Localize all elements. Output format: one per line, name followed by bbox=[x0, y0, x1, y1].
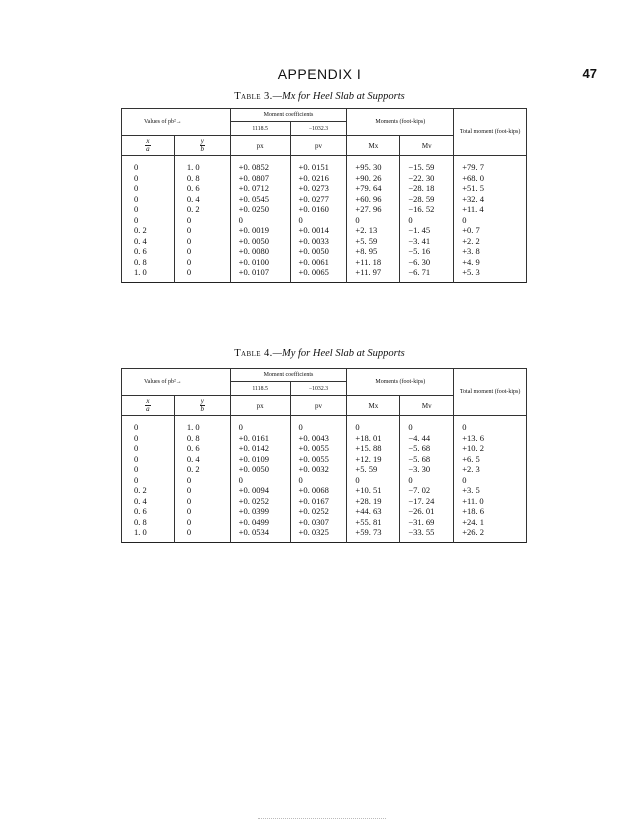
table-4-col-label: px bbox=[230, 396, 290, 416]
table-row: 0 0. 4 +0. 0109 +0. 0055 +12. 19 −5. 68 +6. 5 bbox=[122, 454, 527, 465]
table-row: 0 0. 8 +0. 0161 +0. 0043 +18. 01 −4. 44 +13. 6 bbox=[122, 433, 527, 444]
table-row: 0. 8 0 +0. 0499 +0. 0307 +55. 81 −31. 69 +24. 1 bbox=[122, 517, 527, 528]
table-row: 0 0. 2 +0. 0250 +0. 0160 +27. 96 −16. 52 +11. 4 bbox=[122, 204, 527, 215]
table-row: 0. 4 0 +0. 0252 +0. 0167 +28. 19 −17. 24 +11. 0 bbox=[122, 496, 527, 507]
table-3-moment-coefficients-header: Moment coefficients bbox=[230, 109, 347, 122]
table-4-y-over-b-header bbox=[174, 396, 230, 416]
table-row: 0. 2 0 +0. 0094 +0. 0068 +10. 51 −7. 02 +3. 5 bbox=[122, 485, 527, 496]
footer-divider bbox=[258, 818, 386, 819]
table-3 bbox=[121, 108, 527, 283]
table-row: 0. 6 0 +0. 0399 +0. 0252 +44. 63 −26. 01 +18. 6 bbox=[122, 506, 527, 517]
table-row: 0 0 0 0 0 0 0 bbox=[122, 475, 527, 486]
table-4-values-label: Values of pb²→ bbox=[122, 369, 231, 396]
table-row: 1. 0 0 +0. 0534 +0. 0325 +59. 73 −33. 55 +26. 2 bbox=[122, 527, 527, 538]
table-row: 0 0. 8 +0. 0807 +0. 0216 +90. 26 −22. 30 +68. 0 bbox=[122, 173, 527, 184]
appendix-title: APPENDIX I bbox=[277, 66, 362, 82]
table-4-x-over-a-header bbox=[122, 396, 175, 416]
table-3-total-moment-header: Total moment (foot-kips) bbox=[454, 109, 527, 156]
x-over-a-fraction: $\frac{x}{a}$ bbox=[146, 397, 150, 413]
table-3-coef-value: 1118.5 bbox=[230, 122, 290, 136]
table-4-caption-label: Table 4. bbox=[234, 348, 273, 359]
table-row: 1. 0 0 +0. 0107 +0. 0065 +11. 97 −6. 71 +5. 3 bbox=[122, 267, 527, 278]
table-3-x-over-a-header bbox=[122, 136, 175, 156]
x-over-a-fraction: $\frac{x}{a}$ bbox=[146, 137, 150, 153]
table-row: 0 0. 4 +0. 0545 +0. 0277 +60. 96 −28. 59 +32. 4 bbox=[122, 194, 527, 205]
table-4-coef-value: −1032.3 bbox=[290, 382, 347, 396]
table-4-col-label: pv bbox=[290, 396, 347, 416]
table-3-values-label: Values of pb²→ bbox=[122, 109, 231, 136]
table-3-caption bbox=[0, 91, 639, 102]
table-4-moments-header: Moments (foot-kips) bbox=[347, 369, 454, 396]
page-number: 47 bbox=[582, 66, 597, 81]
table-4-caption-text: —My for Heel Slab at Supports bbox=[272, 348, 405, 359]
table-row: 0. 8 0 +0. 0100 +0. 0061 +11. 18 −6. 30 +4. 9 bbox=[122, 257, 527, 268]
table-3-moments-header: Moments (foot-kips) bbox=[347, 109, 454, 136]
page-header bbox=[0, 66, 639, 86]
table-3-col-label: pv bbox=[290, 136, 347, 156]
table-row: 0 0. 6 +0. 0712 +0. 0273 +79. 64 −28. 18 +51. 5 bbox=[122, 183, 527, 194]
table-4-caption bbox=[0, 348, 639, 359]
y-over-b-fraction: $\frac{y}{b}$ bbox=[200, 137, 204, 153]
table-3-col-label: Mv bbox=[400, 136, 454, 156]
table-4-col-label: Mx bbox=[347, 396, 400, 416]
table-row: 0. 6 0 +0. 0080 +0. 0050 +8. 95 −5. 16 +3. 8 bbox=[122, 246, 527, 257]
table-3-caption-text: —Mx for Heel Slab at Supports bbox=[272, 91, 405, 102]
table-row: 0 1. 0 +0. 0852 +0. 0151 +95. 30 −15. 59 +79. 7 bbox=[122, 162, 527, 173]
table-row: 0 1. 0 0 0 0 0 0 bbox=[122, 422, 527, 433]
table-3-y-over-b-header bbox=[174, 136, 230, 156]
table-row: 0. 2 0 +0. 0019 +0. 0014 +2. 13 −1. 45 +0. 7 bbox=[122, 225, 527, 236]
table-row: 0 0. 2 +0. 0050 +0. 0032 +5. 59 −3. 30 +2. 3 bbox=[122, 464, 527, 475]
table-row: 0. 4 0 +0. 0050 +0. 0033 +5. 59 −3. 41 +2. 2 bbox=[122, 236, 527, 247]
table-3-col-label: px bbox=[230, 136, 290, 156]
table-3-coef-value: −1032.3 bbox=[290, 122, 347, 136]
table-row: 0 0 0 0 0 0 0 bbox=[122, 215, 527, 226]
table-4-total-moment-header: Total moment (foot-kips) bbox=[454, 369, 527, 416]
table-row: 0 0. 6 +0. 0142 +0. 0055 +15. 88 −5. 68 +10. 2 bbox=[122, 443, 527, 454]
table-4 bbox=[121, 368, 527, 543]
y-over-b-fraction: $\frac{y}{b}$ bbox=[200, 397, 204, 413]
table-4-col-label: Mv bbox=[400, 396, 454, 416]
table-4-moment-coefficients-header: Moment coefficients bbox=[230, 369, 347, 382]
table-3-col-label: Mx bbox=[347, 136, 400, 156]
table-4-coef-value: 1118.5 bbox=[230, 382, 290, 396]
table-3-caption-label: Table 3. bbox=[234, 91, 273, 102]
